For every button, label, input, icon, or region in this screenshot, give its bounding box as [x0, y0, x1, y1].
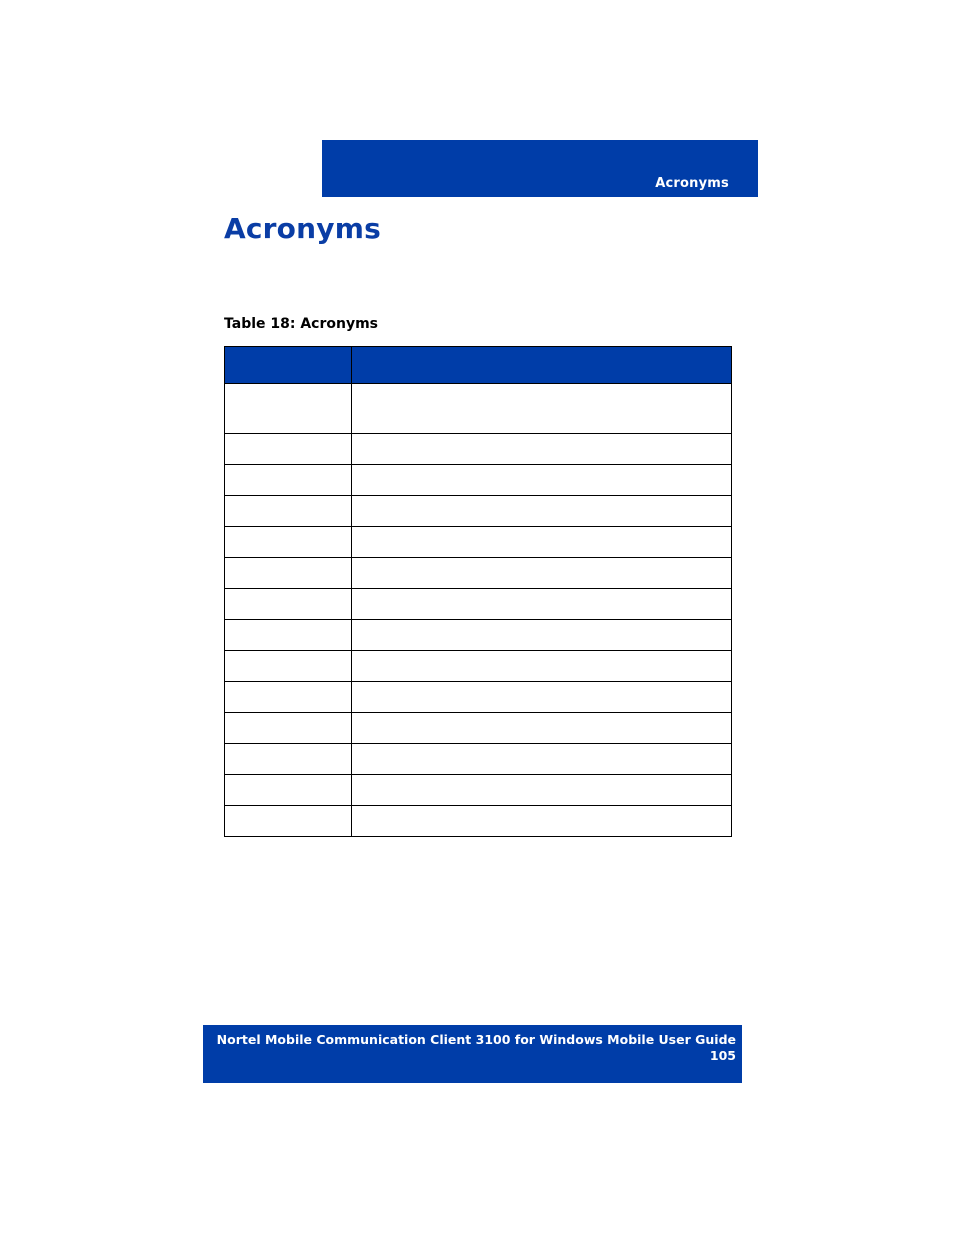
- table-cell: [352, 682, 732, 713]
- table-cell: [225, 682, 352, 713]
- section-label: Acronyms: [655, 176, 729, 191]
- table-row: [225, 589, 732, 620]
- table-row: [225, 806, 732, 837]
- table-cell: [352, 384, 732, 434]
- table-row: [225, 496, 732, 527]
- table-cell: [225, 806, 352, 837]
- table-cell: [352, 775, 732, 806]
- header-band: [322, 140, 758, 197]
- table-cell: [352, 651, 732, 682]
- table-row: [225, 434, 732, 465]
- table-cell: [225, 775, 352, 806]
- table-row: [225, 744, 732, 775]
- table-cell: [225, 620, 352, 651]
- table-cell: [225, 558, 352, 589]
- table-cell: [352, 713, 732, 744]
- table-row: [225, 713, 732, 744]
- table-row: [225, 651, 732, 682]
- table-cell: [225, 496, 352, 527]
- table-row: [225, 682, 732, 713]
- table-cell: [225, 744, 352, 775]
- table-cell: [352, 620, 732, 651]
- table-row: [225, 384, 732, 434]
- table-cell: [225, 713, 352, 744]
- table-row: [225, 465, 732, 496]
- table-header-row: [225, 347, 732, 384]
- table-cell: [352, 806, 732, 837]
- acronyms-table: [224, 346, 732, 837]
- table-cell: [225, 434, 352, 465]
- table-cell: [352, 558, 732, 589]
- table-header-cell-description: [352, 347, 732, 384]
- table-row: [225, 527, 732, 558]
- table-cell: [352, 465, 732, 496]
- table-caption: Table 18: Acronyms: [224, 316, 379, 332]
- table-cell: [225, 465, 352, 496]
- guide-title: Nortel Mobile Communication Client 3100 for Windows Mobile User Guide: [216, 1032, 736, 1047]
- table-cell: [225, 384, 352, 434]
- table-cell: [225, 651, 352, 682]
- table-row: [225, 775, 732, 806]
- footer-band: [203, 1025, 742, 1083]
- table-cell: [225, 527, 352, 558]
- page-number: 105: [709, 1048, 736, 1063]
- table-row: [225, 620, 732, 651]
- table-cell: [352, 527, 732, 558]
- page-title: Acronyms: [224, 212, 381, 245]
- table-cell: [225, 589, 352, 620]
- table-cell: [352, 496, 732, 527]
- table-cell: [352, 744, 732, 775]
- table-header-cell-acronym: [225, 347, 352, 384]
- table-row: [225, 558, 732, 589]
- table-cell: [352, 589, 732, 620]
- table-cell: [352, 434, 732, 465]
